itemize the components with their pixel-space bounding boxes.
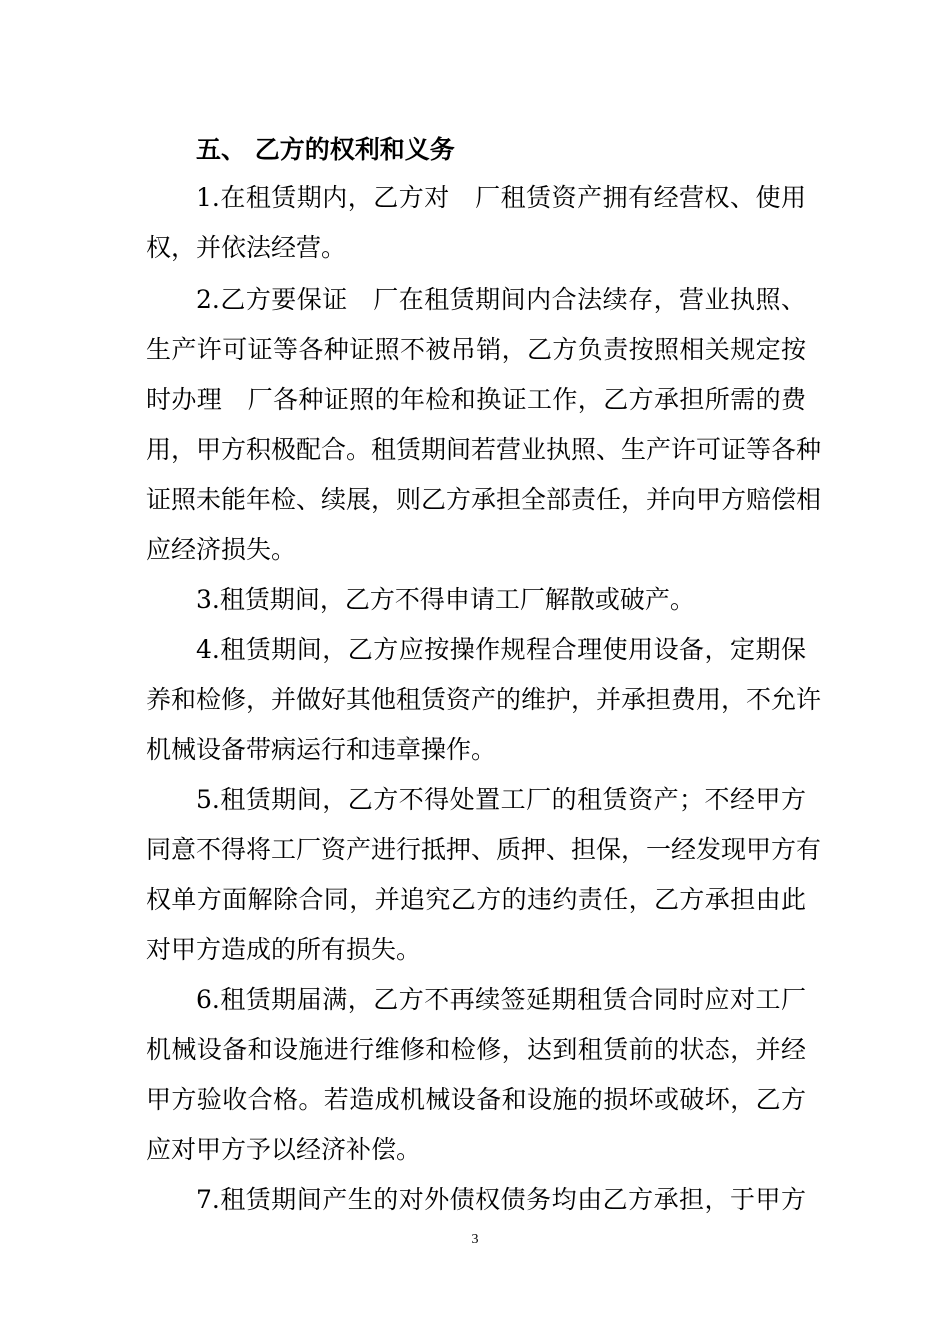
paragraph-line: 7.租赁期间产生的对外债权债务均由乙方承担，于甲方 (196, 1185, 806, 1214)
paragraph-line: 用，甲方积极配合。租赁期间若营业执照、生产许可证等各种 (146, 435, 822, 464)
paragraph-line: 5.租赁期间，乙方不得处置工厂的租赁资产；不经甲方 (196, 785, 806, 814)
paragraph-line: 同意不得将工厂资产进行抵押、质押、担保，一经发现甲方有 (146, 835, 822, 864)
paragraph-line: 2.乙方要保证 厂在租赁期间内合法续存，营业执照、 (196, 285, 806, 314)
paragraph-line: 权单方面解除合同，并追究乙方的违约责任，乙方承担由此 (146, 885, 806, 914)
paragraph-line: 机械设备和设施进行维修和检修，达到租赁前的状态，并经 (146, 1035, 806, 1064)
paragraph-line: 养和检修，并做好其他租赁资产的维护，并承担费用，不允许 (146, 685, 822, 714)
paragraph-line: 时办理 厂各种证照的年检和换证工作，乙方承担所需的费 (146, 385, 806, 414)
paragraph-line: 4.租赁期间，乙方应按操作规程合理使用设备，定期保 (196, 635, 806, 664)
paragraph-line: 1.在租赁期内，乙方对 厂租赁资产拥有经营权、使用 (196, 183, 806, 212)
paragraph-line: 3.租赁期间，乙方不得申请工厂解散或破产。 (196, 585, 695, 614)
paragraph-line: 甲方验收合格。若造成机械设备和设施的损坏或破坏，乙方 (146, 1085, 806, 1114)
paragraph-line: 对甲方造成的所有损失。 (146, 935, 422, 964)
paragraph-line: 机械设备带病运行和违章操作。 (146, 735, 497, 764)
paragraph-line: 应经济损失。 (146, 535, 297, 564)
paragraph-line: 权，并依法经营。 (146, 233, 347, 262)
paragraph-line: 生产许可证等各种证照不被吊销，乙方负责按照相关规定按 (146, 335, 806, 364)
paragraph-line: 应对甲方予以经济补偿。 (146, 1135, 422, 1164)
section-heading: 五、 乙方的权利和义务 (196, 135, 455, 164)
page-number: 3 (471, 1232, 479, 1247)
paragraph-line: 证照未能年检、续展，则乙方承担全部责任，并向甲方赔偿相 (146, 485, 822, 514)
paragraph-line: 6.租赁期届满，乙方不再续签延期租赁合同时应对工厂 (196, 985, 806, 1014)
